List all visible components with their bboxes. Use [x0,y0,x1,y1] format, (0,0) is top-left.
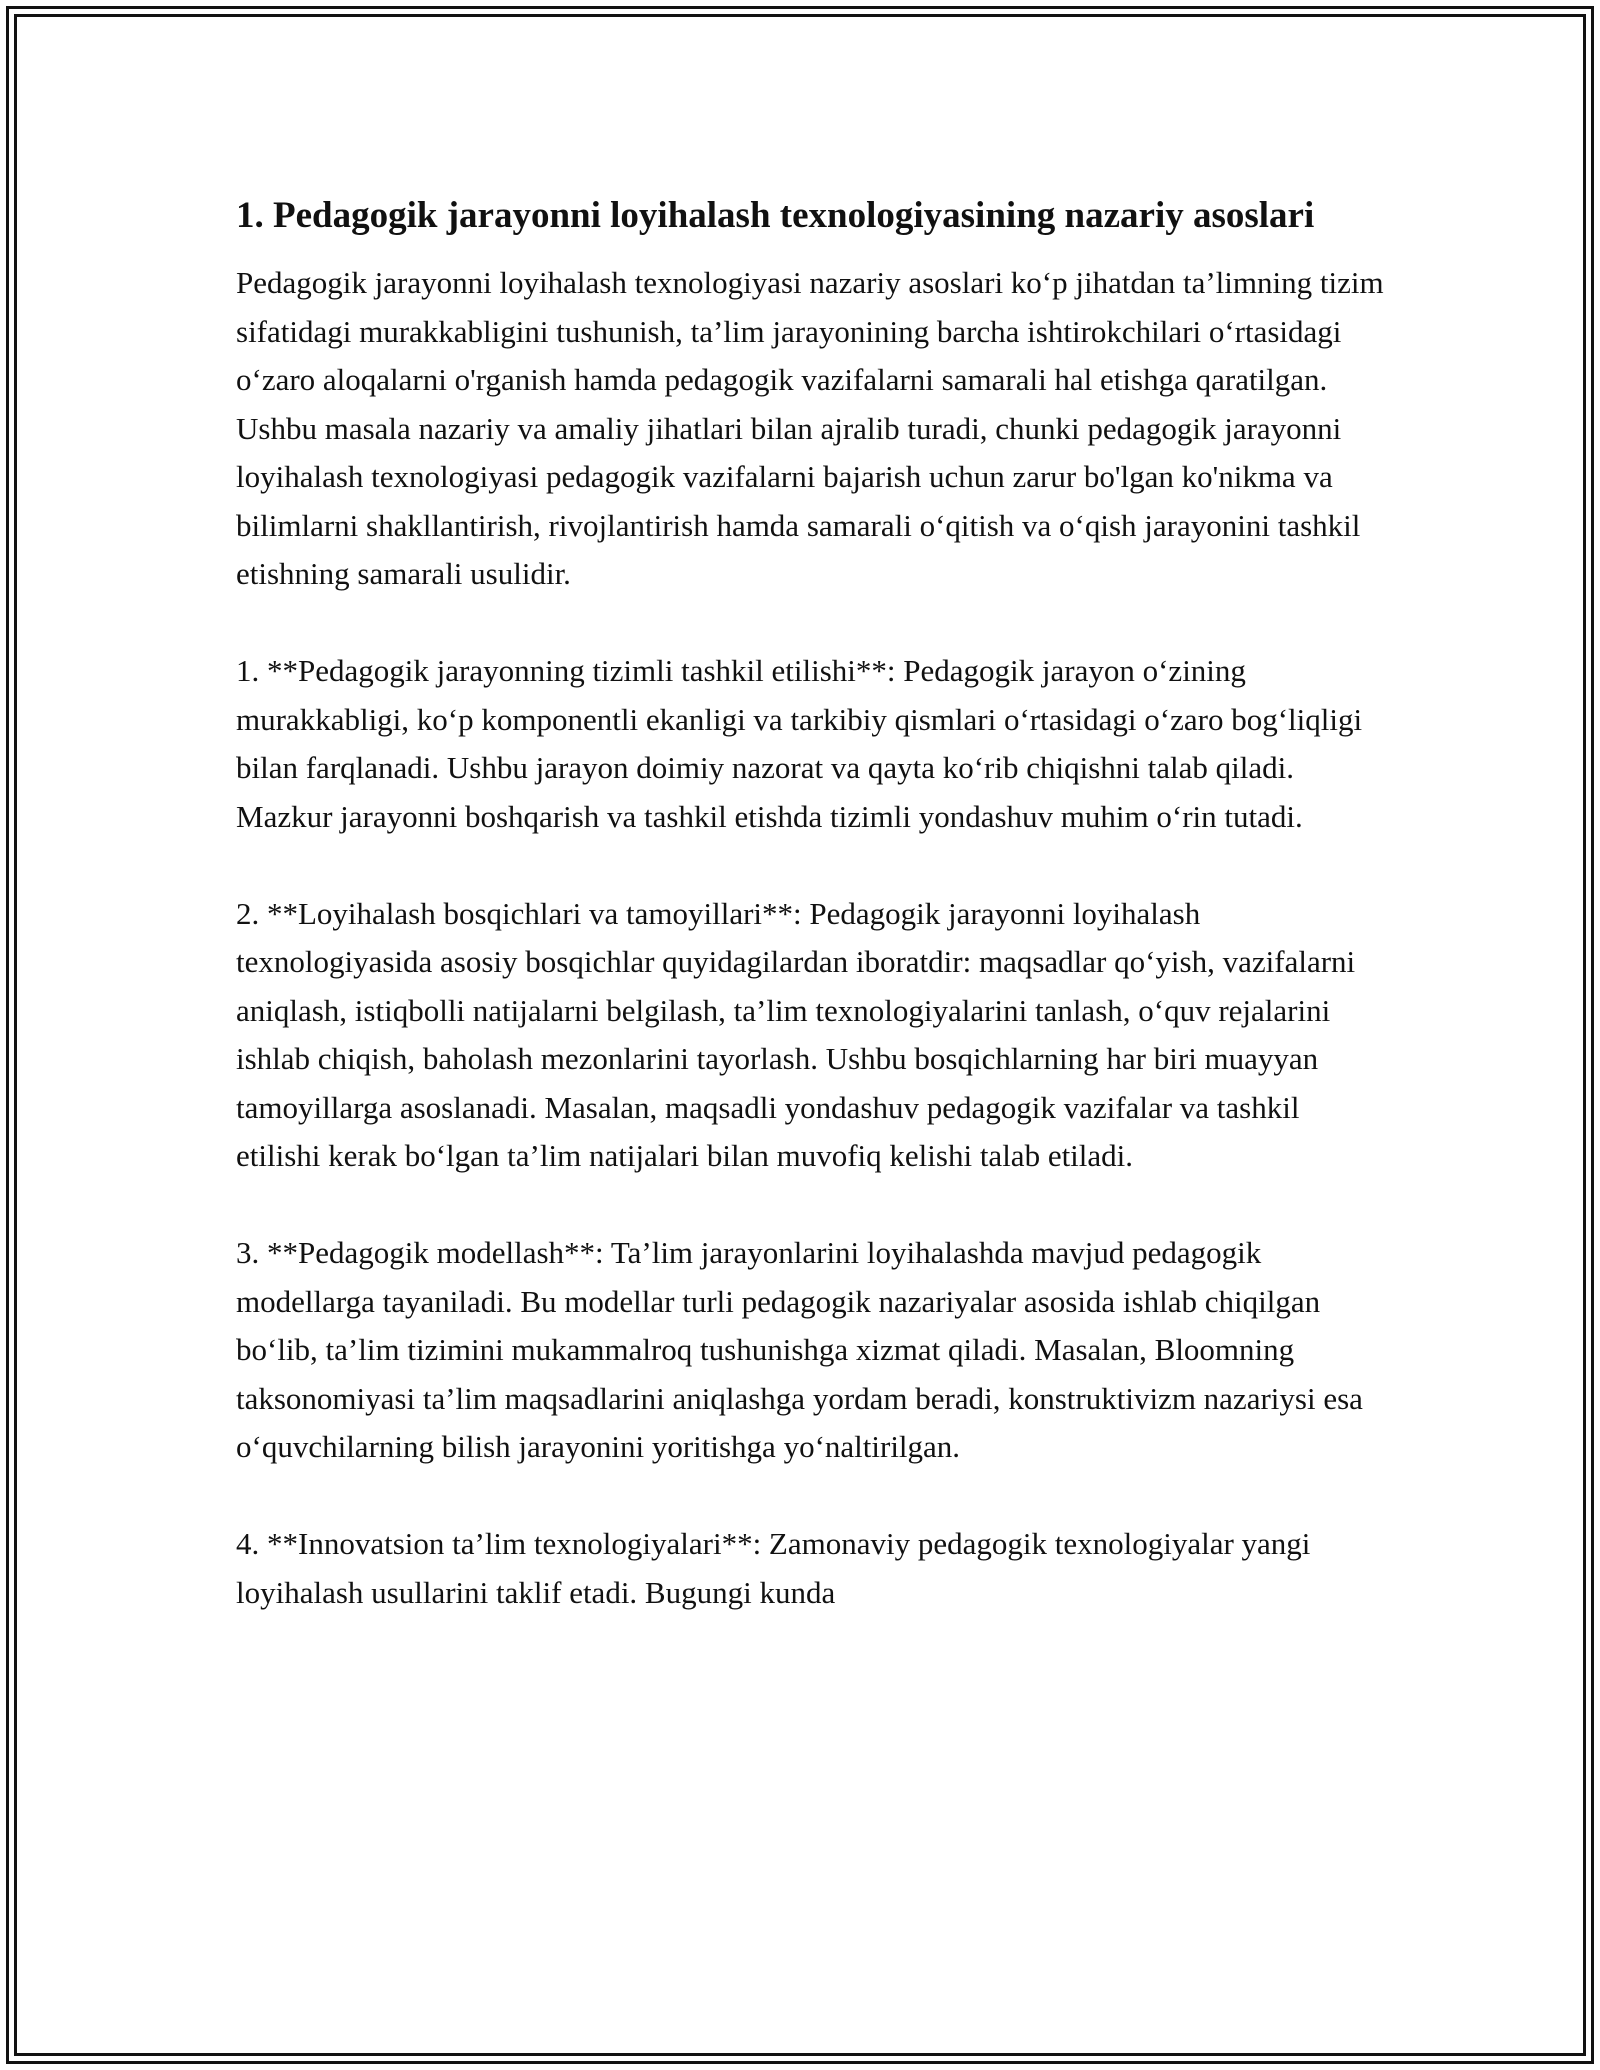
list-item-4: 4. **Innovatsion ta’lim texnologiyalari**: Zamonaviy pedagogik texnologiyalar yangi loyihalash usullarini taklif etadi. Bugungi kunda [236,1526,1311,1610]
list-item-1: 1. **Pedagogik jarayonning tizimli tashkil etilishi**: Pedagogik jarayon o‘zining murakkabligi, ko‘p komponentli ekanligi va tarkibiy qismlari o‘rtasidagi o‘zaro bog‘liqligi bilan farqlanadi. Ushbu jarayon doimiy nazorat va qayta ko‘rib chiqishni talab qiladi. Mazkur jarayonni boshqarish va tashkil etishda tizimli yondashuv muhim o‘rin tutadi. [236,653,1363,834]
list-item-2: 2. **Loyihalash bosqichlari va tamoyillari**: Pedagogik jarayonni loyihalash texnologiyasida asosiy bosqichlar quyidagilardan iboratdir: maqsadlar qo‘yish, vazifalarni aniqlash, istiqbolli natijalarni belgilash, ta’lim texnologiyalarini tanlash, o‘quv rejalarini ishlab chiqish, baholash mezonlarini tayorlash. Ushbu bosqichlarning har biri muayyan tamoyillarga asoslanadi. Masalan, maqsadli yondashuv pedagogik vazifalar va tashkil etilishi kerak bo‘lgan ta’lim natijalari bilan muvofiq kelishi talab etiladi. [236,895,1356,1173]
intro-paragraph: Pedagogik jarayonni loyihalash texnologiyasi nazariy asoslari ko‘p jihatdan ta’limning tizim sifatidagi murakkabligini tushunish, ta’lim jarayonining barcha ishtirokchilari o‘rtasidagi o‘zaro aloqalarni o'rganish hamda pedagogik vazifalarni samarali hal etishga qaratilgan. Ushbu masala nazariy va amaliy jihatlari bilan ajralib turadi, chunki pedagogik jarayonni loyihalash texnologiyasi pedagogik vazifalarni bajarish uchun zarur bo'lgan ko'nikma va bilimlarni shakllantirish, rivojlantirish hamda samarali o‘qitish va o‘qish jarayonini tashkil etishning samarali usulidir. [236,265,1384,591]
list-item-3: 3. **Pedagogik modellash**: Ta’lim jarayonlarini loyihalashda mavjud pedagogik modellarga tayaniladi. Bu modellar turli pedagogik nazariyalar asosida ishlab chiqilgan bo‘lib, ta’lim tizimini mukammalroq tushunishga xizmat qiladi. Masalan, Bloomning taksonomiyasi ta’lim maqsadlarini aniqlashga yordam beradi, konstruktivizm nazariysi esa o‘quvchilarning bilish jarayonini yoritishga yo‘naltirilgan. [236,1235,1363,1464]
section-heading: 1. Pedagogik jarayonni loyihalash texnologiyasining nazariy asoslari [236,195,1315,236]
document-page [236,180,1386,1666]
